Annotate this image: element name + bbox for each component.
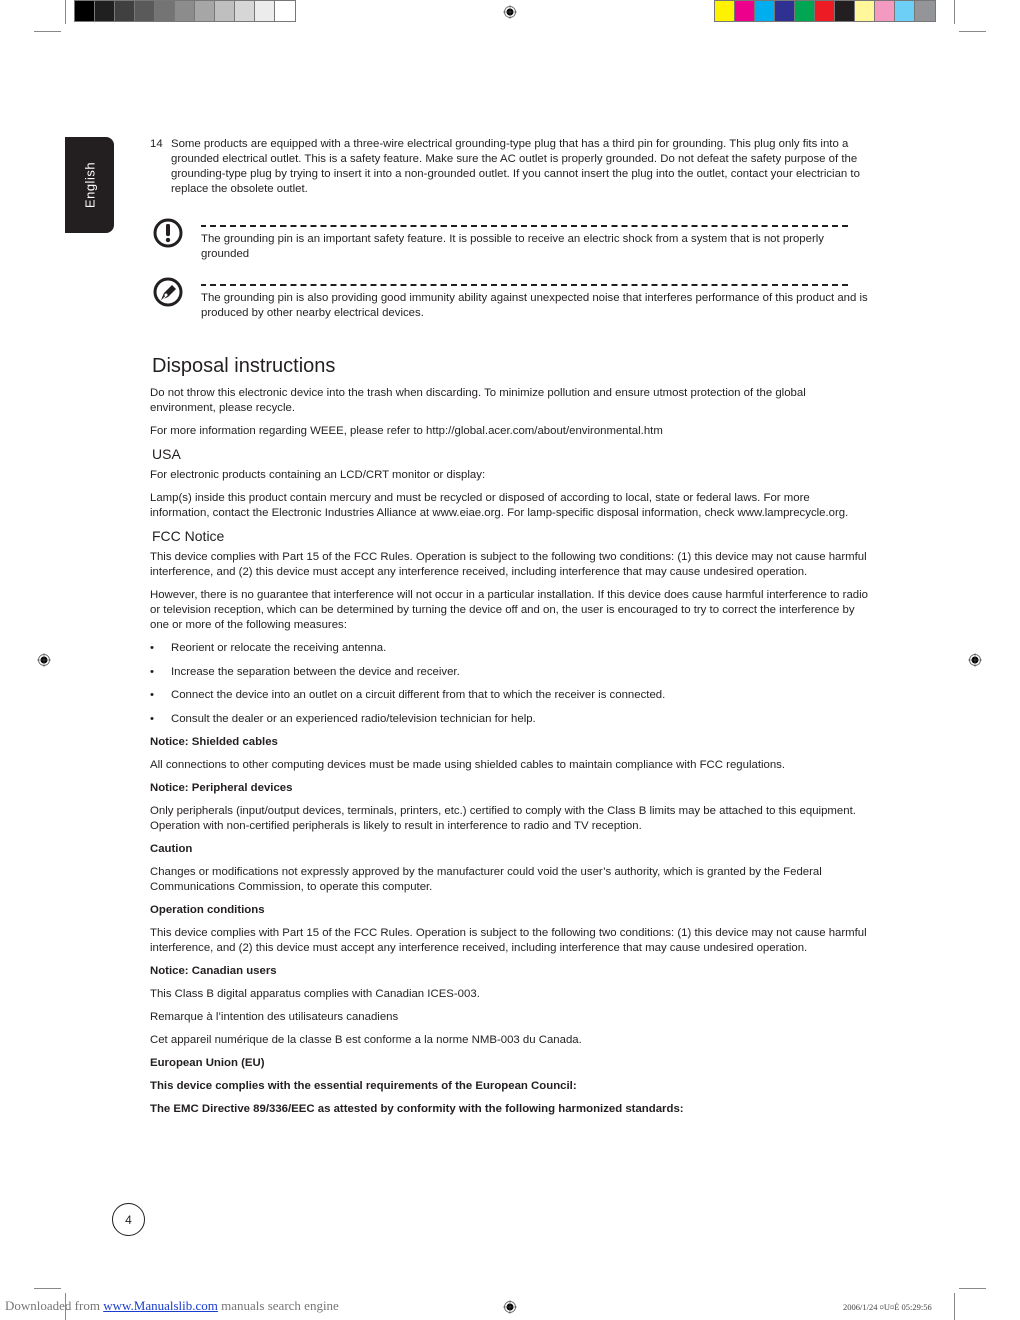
color-swatch [275,1,295,21]
dashed-divider [201,284,852,286]
registration-mark-icon [503,1300,517,1314]
note-pen-icon [152,276,184,308]
manualslib-link[interactable]: www.Manualslib.com [103,1298,218,1313]
color-swatch [155,1,175,21]
color-swatch [95,1,115,21]
paragraph: Lamp(s) inside this product contain mercury and must be recycled or disposed of according to local, state or federal laws. For more information, contact the Electronic Industries Alliance at www.eiae.org. For lamp-specific disposal information, check www.lamprecycle.org. [150,492,849,519]
grayscale-color-bar [74,0,296,22]
subheading-caution: Caution [150,842,193,855]
download-suffix: manuals search engine [217,1298,339,1313]
callout-text: The grounding pin is also providing good immunity ability against unexpected noise that interferes performance of this product and is produced by other nearby electrical devices. [201,292,868,319]
note-callout [150,284,872,321]
color-swatch [835,1,855,21]
list-item: • Increase the separation between the device and receiver. [150,665,872,680]
crop-mark [959,31,986,32]
subheading-shielded-cables: Notice: Shielded cables [150,735,278,748]
warning-callout [150,225,872,262]
paragraph: Remarque à l’intention des utilisateurs canadiens [150,1010,399,1023]
callout-text: The grounding pin is an important safety feature. It is possible to receive an electric shock from a system that is not properly grounded [201,233,824,260]
paragraph: All connections to other computing devices must be made using shielded cables to maintain compliance with FCC regulations. [150,758,786,771]
color-swatch [135,1,155,21]
color-swatch [795,1,815,21]
registration-mark-icon [37,653,51,667]
crop-mark [34,1288,61,1289]
color-swatch [815,1,835,21]
item-number: 14 [150,138,163,150]
color-swatch [755,1,775,21]
list-item: • Reorient or relocate the receiving antenna. [150,641,872,656]
section-title-fcc: FCC Notice [152,528,225,544]
language-tab-label: English [82,161,97,209]
section-title-usa: USA [152,446,181,462]
paragraph: Do not throw this electronic device into the trash when discarding. To minimize pollution and ensure utmost protection of the global environment, please recycle. [150,387,806,414]
list-item: • Connect the device into an outlet on a circuit different from that to which the receiver is connected. [150,688,872,703]
paragraph: This Class B digital apparatus complies with Canadian ICES-003. [150,987,480,1000]
subheading-canadian-users: Notice: Canadian users [150,964,277,977]
color-swatch [775,1,795,21]
download-footer [5,1298,339,1314]
subheading-european-union: European Union (EU) [150,1056,265,1069]
color-swatch [195,1,215,21]
cmyk-color-bar [714,0,936,22]
paragraph: However, there is no guarantee that interference will not occur in a particular installation. If this device does cause harmful interference to radio or television reception, which can be determined by turning the device off and on, the user is encouraged to try to correct the interference by one or more of the following measures: [150,589,868,631]
language-tab [65,137,114,233]
color-swatch [875,1,895,21]
page-content [150,137,872,1117]
paragraph: The EMC Directive 89/336/EEC as attested by conformity with the following harmonized standards: [150,1102,684,1115]
section-title-disposal: Disposal instructions [152,355,336,377]
paragraph: Changes or modifications not expressly approved by the manufacturer could void the user’s authority, which is granted by the Federal Communications Commission, to operate this computer. [150,865,822,893]
color-swatch [715,1,735,21]
color-swatch [215,1,235,21]
color-swatch [895,1,915,21]
color-swatch [75,1,95,21]
crop-mark [954,1293,955,1320]
crop-mark [34,31,61,32]
paragraph: For electronic products containing an LCD/CRT monitor or display: [150,469,486,481]
numbered-item-14 [150,137,872,197]
crop-mark [954,0,955,24]
registration-mark-icon [968,653,982,667]
color-swatch [915,1,935,21]
color-swatch [855,1,875,21]
color-swatch [175,1,195,21]
download-prefix: Downloaded from [5,1298,104,1313]
paragraph: Only peripherals (input/output devices, terminals, printers, etc.) certified to comply with the Class B limits may be attached to this equipment. Operation with non-certified peripherals is likely to result in interference to radio and TV reception. [150,804,856,832]
fcc-measures-list [150,641,872,727]
paragraph: This device complies with Part 15 of the FCC Rules. Operation is subject to the following two conditions: (1) this device may not cause harmful interference, and (2) this device must accept any interference received, including interference that may cause undesired operation. [150,551,867,578]
dashed-divider [201,225,852,227]
page-number [112,1203,145,1236]
print-timestamp: 2006/1/24 ¤U¤È 05:29:56 [843,1302,932,1312]
warning-icon [152,217,184,249]
subheading-peripheral-devices: Notice: Peripheral devices [150,781,293,794]
crop-mark [959,1288,986,1289]
subheading-operation-conditions: Operation conditions [150,903,265,916]
item-text: Some products are equipped with a three-wire electrical grounding-type plug that has a third pin for grounding. This plug only fits into a grounded electrical outlet. This is a safety feature. Make sure the AC outlet is properly grounded. Do not defeat the safety purpose of the grounding-type plug by trying to insert it into a non-grounded outlet. If you cannot insert the plug into the outlet, contact your electrician to replace the obsolete outlet. [171,138,860,195]
paragraph: This device complies with Part 15 of the FCC Rules. Operation is subject to the following two conditions: (1) this device may not cause harmful interference, and (2) this device must accept any interference received, including interference that may cause undesired operation. [150,926,867,954]
color-swatch [255,1,275,21]
paragraph: For more information regarding WEEE, please refer to http://global.acer.com/about/environmental.htm [150,425,663,437]
color-swatch [235,1,255,21]
color-swatch [115,1,135,21]
paragraph: Cet appareil numérique de la classe B est conforme a la norme NMB-003 du Canada. [150,1033,582,1046]
page-number-label: 4 [125,1212,132,1227]
list-item: • Consult the dealer or an experienced radio/television technician for help. [150,712,872,727]
registration-mark-icon [503,5,517,19]
crop-mark [65,0,66,24]
paragraph: This device complies with the essential requirements of the European Council: [150,1079,577,1092]
color-swatch [735,1,755,21]
